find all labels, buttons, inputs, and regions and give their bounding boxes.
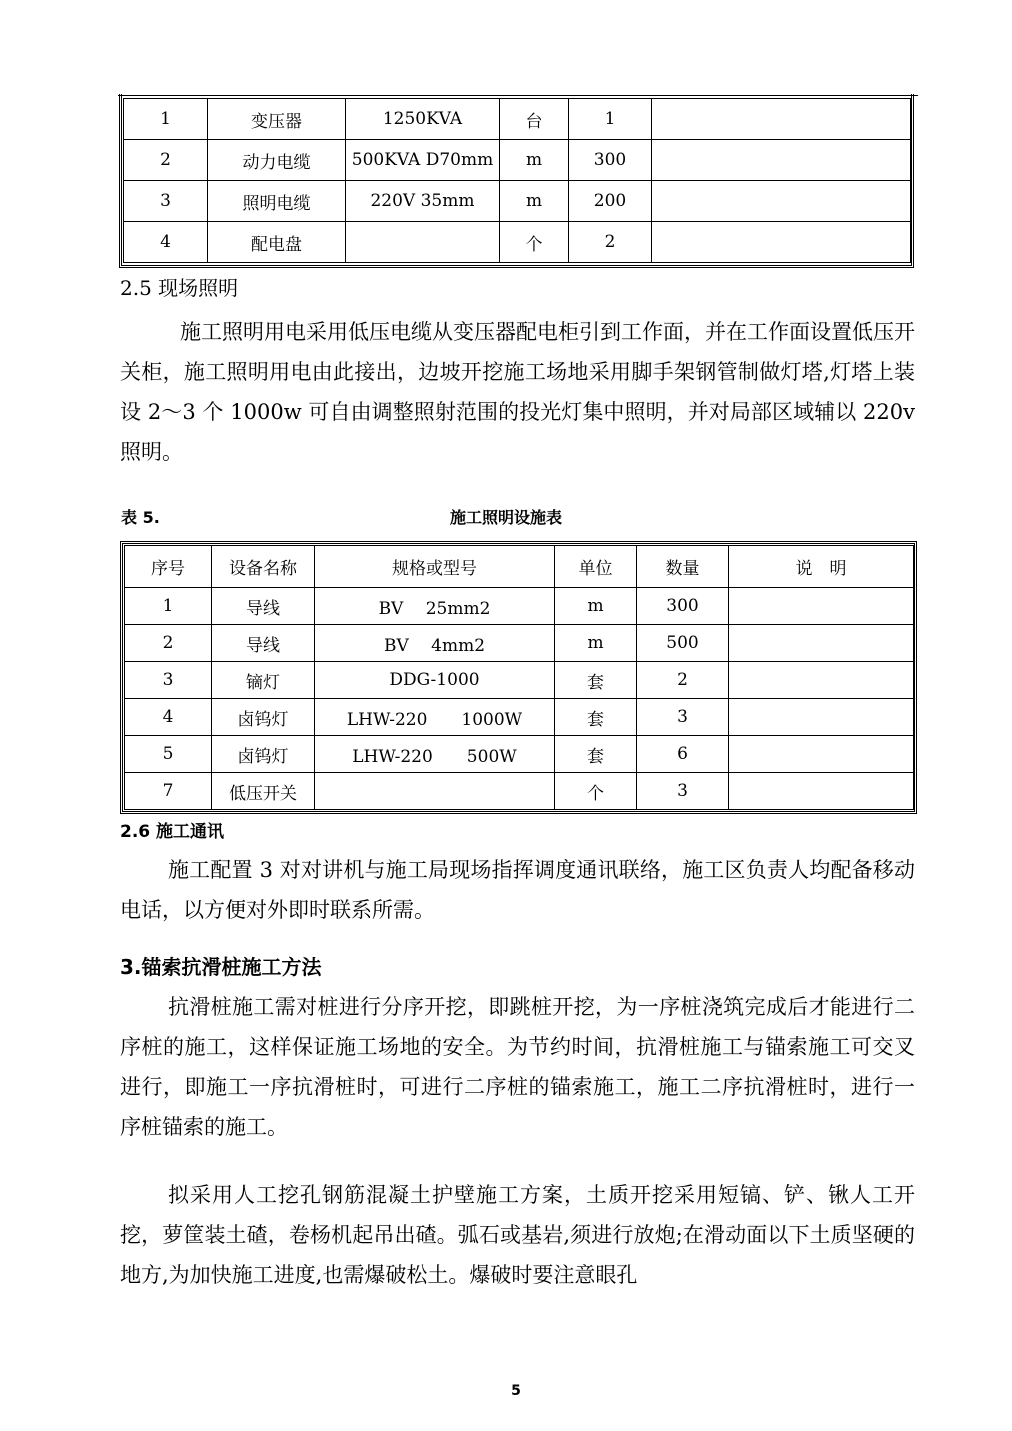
- power-table-cell: m: [500, 140, 569, 181]
- lighting-table-header-cell: 单位: [555, 546, 637, 588]
- power-table-cell: 个: [500, 222, 569, 263]
- lighting-table-cell: 3: [125, 662, 212, 699]
- power-table-cell: 2: [569, 222, 652, 263]
- power-table-cell: 4: [124, 222, 208, 263]
- power-table-cell: 照明电缆: [208, 181, 346, 222]
- power-equipment-table: [123, 98, 911, 263]
- section-heading-2-6: 2.6 施工通讯: [120, 822, 225, 842]
- power-table-cell: 3: [124, 181, 208, 222]
- lighting-table-cell: [315, 773, 555, 810]
- lighting-table-cell: 1: [125, 588, 212, 625]
- table-label: 表 5.: [121, 508, 160, 527]
- power-table-cell: [346, 222, 500, 263]
- lighting-table-header-cell: 说 明: [729, 546, 914, 588]
- power-table-cell: 1: [569, 99, 652, 140]
- lighting-table-row: [125, 588, 914, 625]
- lighting-table-row: [125, 662, 914, 699]
- lighting-table-row: [125, 625, 914, 662]
- lighting-table-cell: 6: [637, 736, 729, 773]
- power-table-row: [124, 140, 911, 181]
- lighting-table-cell: [729, 588, 914, 625]
- lighting-table-cell: 镝灯: [212, 662, 315, 699]
- power-table-cell: 1250KVA: [346, 99, 500, 140]
- lighting-table-cell: 500: [637, 625, 729, 662]
- section-heading-3: 3.锚索抗滑桩施工方法: [120, 955, 322, 979]
- power-table-cell: 200: [569, 181, 652, 222]
- power-table-cell: 1: [124, 99, 208, 140]
- power-table-cell: m: [500, 181, 569, 222]
- table-title: 施工照明设施表: [449, 508, 562, 527]
- lighting-table-cell: [729, 662, 914, 699]
- section-heading-2-5: 2.5 现场照明: [120, 276, 239, 300]
- lighting-table-cell: [729, 699, 914, 736]
- power-table-body: [124, 99, 911, 263]
- lighting-table-cell: 导线: [212, 588, 315, 625]
- lighting-table-header-cell: 序号: [125, 546, 212, 588]
- lighting-table-cell: 5: [125, 736, 212, 773]
- lighting-table-cell: 7: [125, 773, 212, 810]
- lighting-table-cell: BV 25mm2: [315, 588, 555, 625]
- lighting-table-cell: BV 4mm2: [315, 625, 555, 662]
- lighting-table-cell: LHW-220 500W: [315, 736, 555, 773]
- section-3-paragraph-2: 拟采用人工挖孔钢筋混凝土护壁施工方案，土质开挖采用短镐、铲、锹人工开挖，萝筐装土碴，卷杨机起吊出碴。弧石或基岩,须进行放炮;在滑动面以下土质坚硬的地方,为加快施工进度,也需爆破松土。爆破时要注意眼孔: [120, 1183, 915, 1287]
- power-table-cell: 配电盘: [208, 222, 346, 263]
- lighting-table-cell: DDG-1000: [315, 662, 555, 699]
- power-table-row: [124, 181, 911, 222]
- lighting-table-cell: [729, 625, 914, 662]
- section-2-6-paragraph: 施工配置 3 对对讲机与施工局现场指挥调度通讯联络，施工区负责人均配备移动电话，以方便对外即时联系所需。: [120, 858, 915, 922]
- lighting-table-row: [125, 773, 914, 810]
- lighting-table-cell: [729, 736, 914, 773]
- lighting-table-cell: 套: [555, 662, 637, 699]
- lighting-table-cell: LHW-220 1000W: [315, 699, 555, 736]
- lighting-table-cell: 2: [125, 625, 212, 662]
- lighting-table-cell: 4: [125, 699, 212, 736]
- lighting-table-header-cell: 设备名称: [212, 546, 315, 588]
- power-table-cell: [652, 222, 911, 263]
- power-table-cell: 220V 35mm: [346, 181, 500, 222]
- power-table-row: [124, 222, 911, 263]
- section-2-5-paragraph: 施工照明用电采用低压电缆从变压器配电柜引到工作面，并在工作面设置低压开关柜，施工照明用电由此接出，边坡开挖施工场地采用脚手架钢管制做灯塔,灯塔上装设 2～3 个 1000w 可自由调整照射范围的投光灯集中照明，并对局部区域辅以 220v 照明。: [120, 320, 915, 464]
- lighting-table-header-cell: 规格或型号: [315, 546, 555, 588]
- lighting-table-cell: 卤钨灯: [212, 736, 315, 773]
- page-number: 5: [511, 1383, 521, 1399]
- power-table-cell: 500KVA D70mm: [346, 140, 500, 181]
- lighting-table-cell: 卤钨灯: [212, 699, 315, 736]
- lighting-table-header-row: [125, 546, 914, 588]
- power-table-cell: 300: [569, 140, 652, 181]
- power-table-cell: 动力电缆: [208, 140, 346, 181]
- power-table-cell: 2: [124, 140, 208, 181]
- lighting-table-cell: 3: [637, 773, 729, 810]
- lighting-table-cell: 2: [637, 662, 729, 699]
- lighting-table-row: [125, 736, 914, 773]
- lighting-table-header-cell: 数量: [637, 546, 729, 588]
- power-table-cell: [652, 140, 911, 181]
- lighting-table-cell: 套: [555, 699, 637, 736]
- lighting-table-row: [125, 699, 914, 736]
- lighting-table-cell: [729, 773, 914, 810]
- power-table-cell: [652, 99, 911, 140]
- lighting-table-cell: 导线: [212, 625, 315, 662]
- power-table-row: [124, 99, 911, 140]
- power-table-cell: [652, 181, 911, 222]
- lighting-table-cell: 个: [555, 773, 637, 810]
- lighting-table-cell: m: [555, 625, 637, 662]
- lighting-facilities-table: [124, 545, 914, 810]
- lighting-table-cell: m: [555, 588, 637, 625]
- lighting-table-cell: 300: [637, 588, 729, 625]
- power-table-cell: 台: [500, 99, 569, 140]
- lighting-table-cell: 低压开关: [212, 773, 315, 810]
- power-table-cell: 变压器: [208, 99, 346, 140]
- lighting-table-body: [125, 546, 914, 810]
- lighting-table-cell: 3: [637, 699, 729, 736]
- section-3-paragraph-1: 抗滑桩施工需对桩进行分序开挖，即跳桩开挖，为一序桩浇筑完成后才能进行二序桩的施工，这样保证施工场地的安全。为节约时间，抗滑桩施工与锚索施工可交叉进行，即施工一序抗滑桩时，可进行二序桩的锚索施工，施工二序抗滑桩时，进行一序桩锚索的施工。: [120, 995, 915, 1139]
- lighting-table-cell: 套: [555, 736, 637, 773]
